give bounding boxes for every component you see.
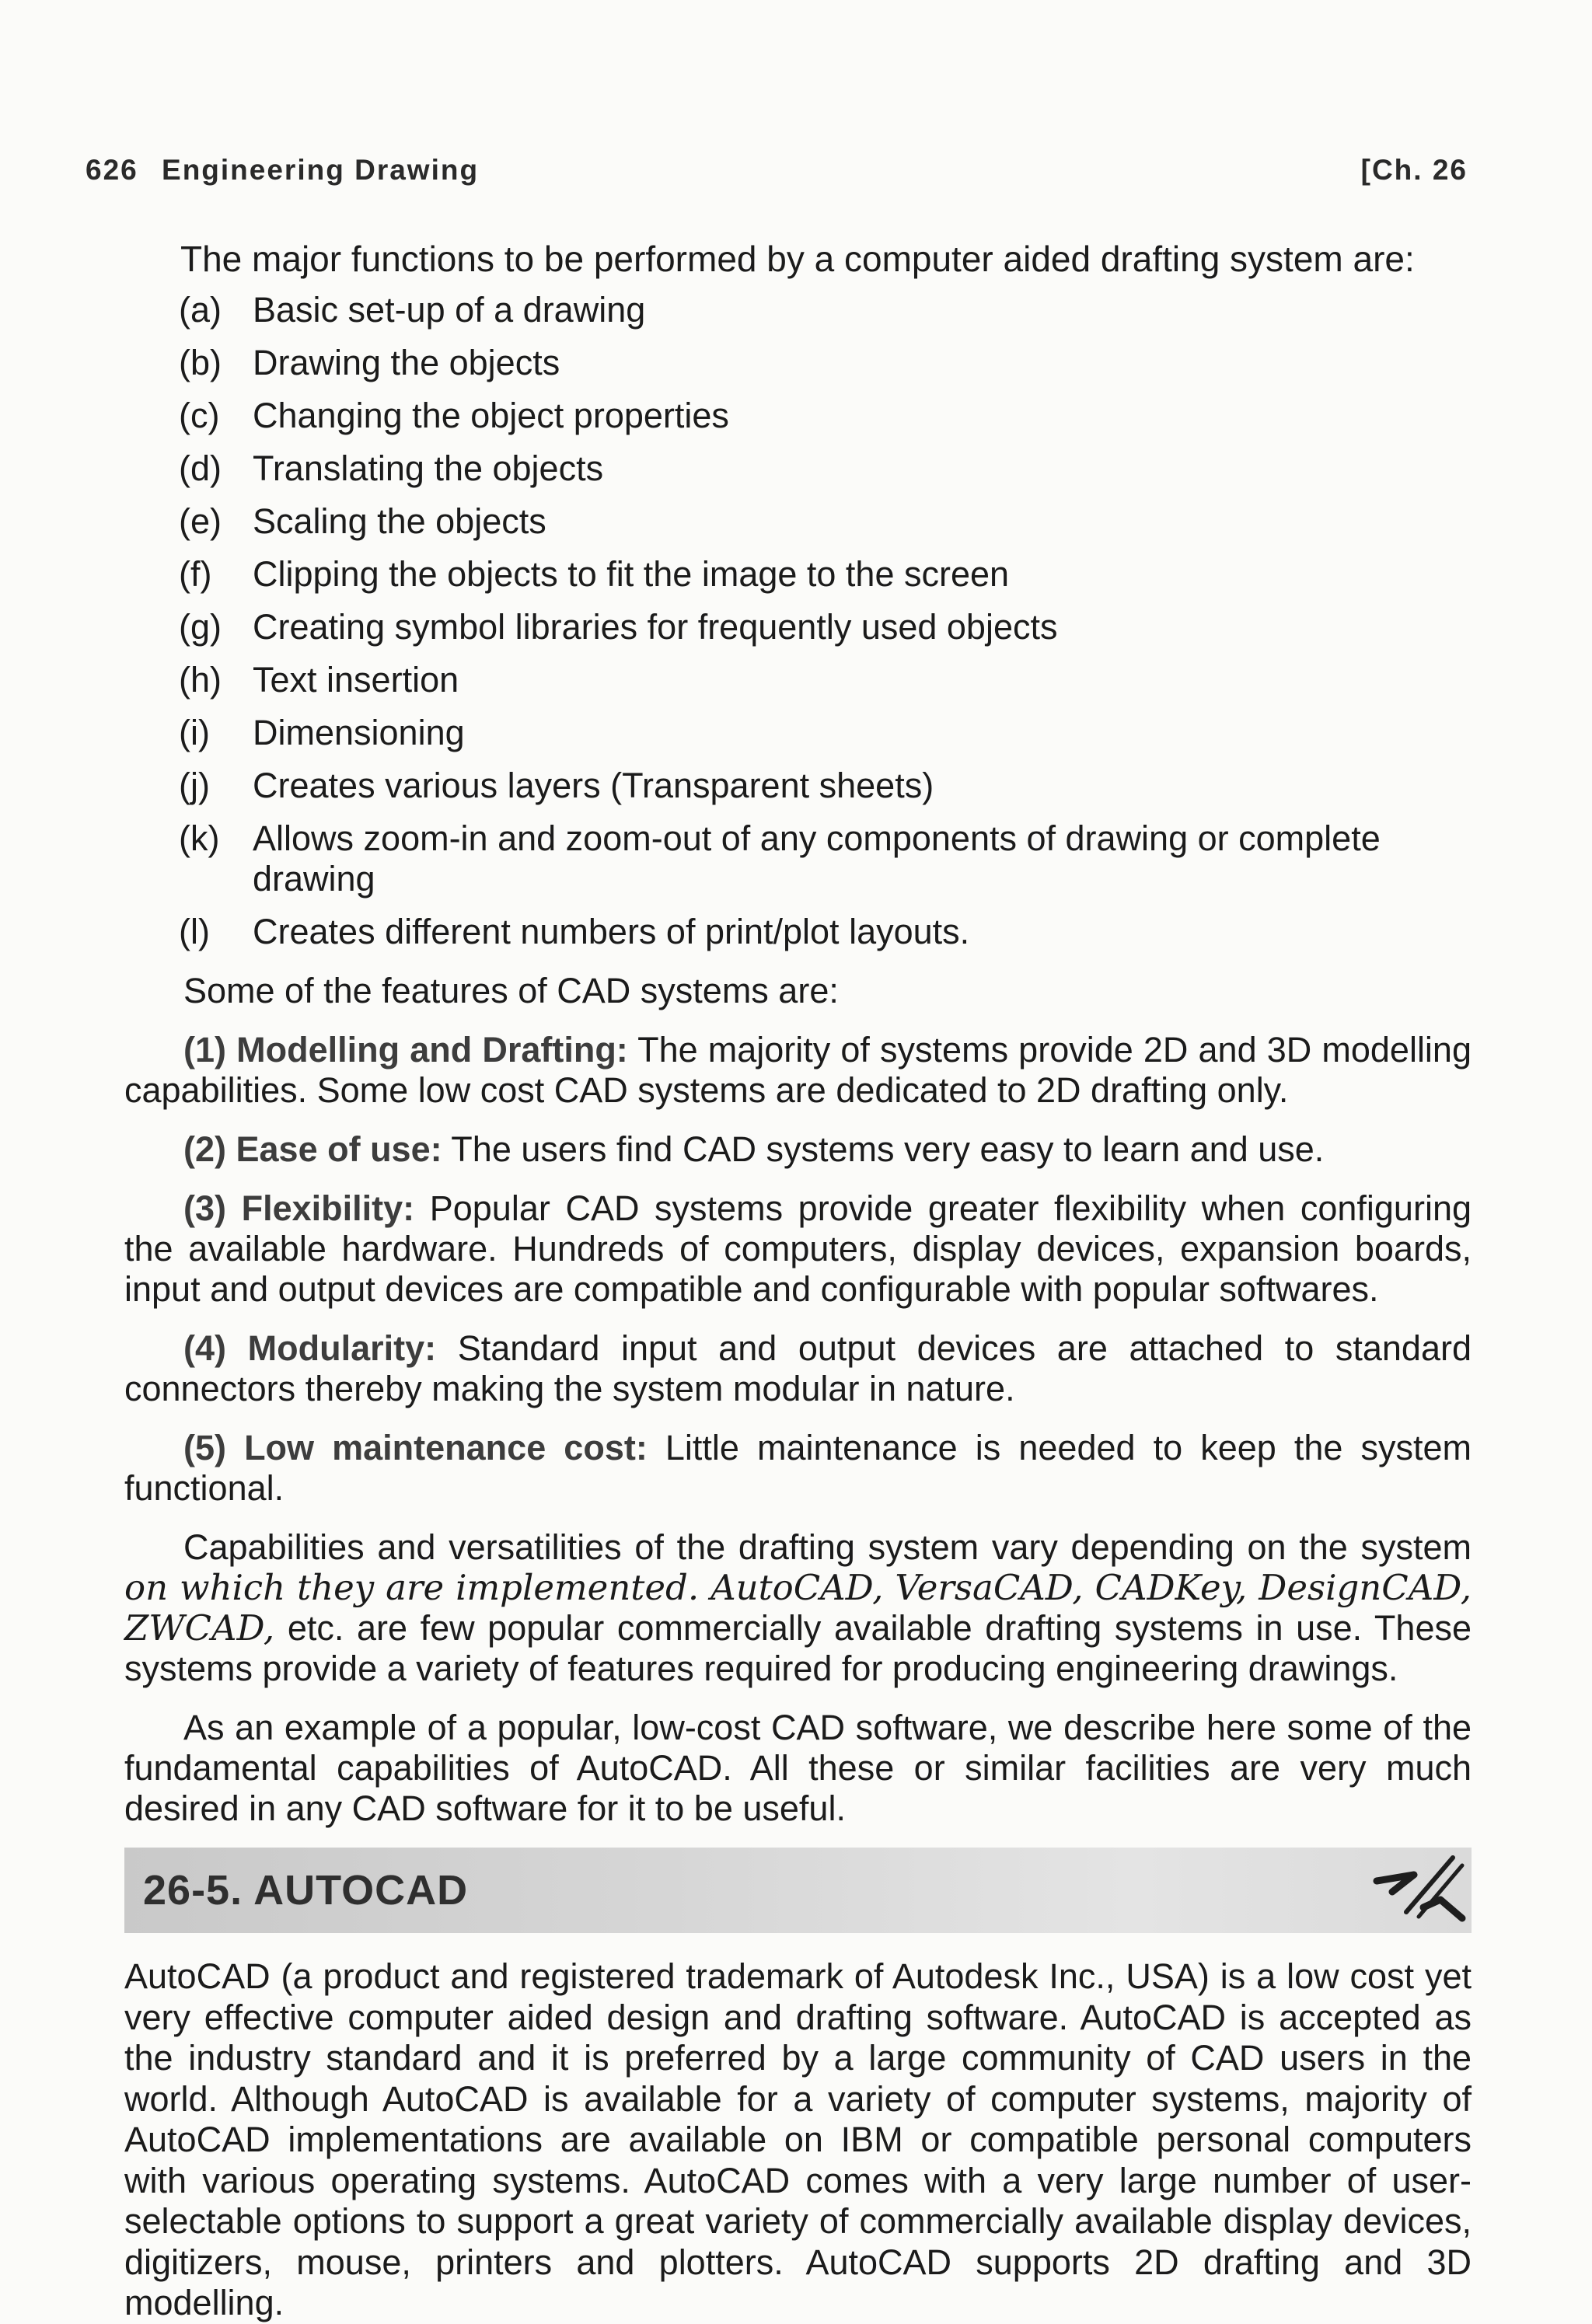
list-item-text: Creates different numbers of print/plot layouts.	[253, 912, 970, 951]
feature-text: The users find CAD systems very easy to learn and use.	[442, 1129, 1325, 1169]
list-item-text: Drawing the objects	[253, 343, 560, 382]
running-head-left	[86, 154, 479, 187]
feature-paragraph	[124, 1030, 1472, 1111]
feature-text: Popular CAD systems provide greater flexibility when configuring the available hardware. Hundreds of computers, display devices, expansion boards, input and output devices are compatible and configurable with popular softwares.	[124, 1188, 1472, 1309]
capabilities-paragraph	[124, 1527, 1472, 1689]
list-item-label: (l)	[179, 912, 210, 951]
list-item	[124, 290, 1472, 330]
section-title: 26-5. AUTOCAD	[143, 1867, 469, 1914]
list-item	[124, 766, 1472, 806]
list-item-label: (k)	[179, 818, 220, 858]
list-item-label: (h)	[179, 660, 222, 700]
list-item	[124, 713, 1472, 753]
functions-list	[124, 290, 1472, 952]
list-item-label: (d)	[179, 448, 222, 488]
feature-text: Standard input and output devices are attached to standard connectors thereby making the system modular in nature.	[124, 1328, 1472, 1408]
example-paragraph: As an example of a popular, low-cost CAD software, we describe here some of the fundamental capabilities of AutoCAD. All these or similar facilities are very much desired in any CAD software for it to be useful.	[124, 1708, 1472, 1828]
feature-title: (4) Modularity:	[183, 1328, 437, 1368]
feature-text: Little maintenance is needed to keep the system functional.	[124, 1428, 1472, 1508]
feature-paragraph	[124, 1328, 1472, 1409]
book-title: Engineering Drawing	[162, 154, 480, 186]
list-item-text: Text insertion	[253, 660, 459, 700]
feature-title: (5) Low maintenance cost:	[183, 1428, 648, 1467]
list-item-text: Creates various layers (Transparent sheets)	[253, 766, 934, 805]
list-item-text: Changing the object properties	[253, 396, 729, 435]
autocad-paragraph: AutoCAD (a product and registered trademark of Autodesk Inc., USA) is a low cost yet very effective computer aided design and drafting software. AutoCAD is accepted as the industry standard and it is preferred by a large community of CAD users in the world. Although AutoCAD is available for a variety of computer systems, majority of AutoCAD implementations are available on IBM or compatible personal computers with various operating systems. AutoCAD comes with a very large number of user-selectable options to support a great variety of commercially available display devices, digitizers, mouse, printers and plotters. AutoCAD supports 2D drafting and 3D modelling.	[124, 1956, 1472, 2322]
list-item-text: Dimensioning	[253, 713, 465, 752]
list-item-text: Creating symbol libraries for frequently used objects	[253, 607, 1058, 647]
list-item	[124, 501, 1472, 542]
page-number: 626	[86, 154, 138, 186]
feature-title: (1) Modelling and Drafting:	[183, 1030, 628, 1070]
list-item-label: (b)	[179, 343, 222, 382]
list-item	[124, 660, 1472, 700]
list-item-text: Clipping the objects to fit the image to the screen	[253, 554, 1010, 594]
list-item-label: (f)	[179, 554, 212, 594]
capabilities-italic-text: on which they are implemented. AutoCAD, VersaCAD, CADKey, DesignCAD, ZWCAD,	[124, 1567, 1472, 1649]
section-heading-bar	[124, 1848, 1472, 1933]
list-item-text: Scaling the objects	[253, 501, 546, 541]
capabilities-text-start: Capabilities and versatilities of the drafting system vary depending on the system	[183, 1527, 1472, 1567]
list-item-text: Basic set-up of a drawing	[253, 290, 646, 330]
list-item-label: (e)	[179, 501, 222, 541]
drafting-logo-icon	[1360, 1851, 1468, 1929]
feature-text: The majority of systems provide 2D and 3D modelling capabilities. Some low cost CAD systems are dedicated to 2D drafting only.	[124, 1030, 1472, 1110]
list-item-label: (c)	[179, 396, 220, 435]
running-head	[86, 154, 1468, 187]
list-item	[124, 912, 1472, 952]
list-item	[124, 554, 1472, 595]
list-item-text: Allows zoom-in and zoom-out of any components of drawing or complete drawing	[253, 818, 1381, 899]
feature-paragraph	[124, 1129, 1472, 1170]
list-item-text: Translating the objects	[253, 448, 604, 488]
functions-intro: The major functions to be performed by a computer aided drafting system are:	[180, 239, 1415, 279]
list-item	[124, 448, 1472, 489]
chapter-label: [Ch. 26	[1360, 154, 1468, 186]
list-item-label: (j)	[179, 766, 210, 805]
list-item	[124, 343, 1472, 383]
list-item	[124, 607, 1472, 647]
feature-paragraph	[124, 1188, 1472, 1310]
features-intro: Some of the features of CAD systems are:	[183, 971, 839, 1010]
page-content	[124, 237, 1472, 2324]
list-item-label: (a)	[179, 290, 222, 330]
list-item-label: (i)	[179, 713, 210, 752]
list-item-label: (g)	[179, 607, 222, 647]
list-item	[124, 396, 1472, 436]
feature-paragraph	[124, 1428, 1472, 1509]
feature-title: (2) Ease of use:	[183, 1129, 442, 1169]
capabilities-text-end: etc. are few popular commercially available drafting systems in use. These systems provide a variety of features required for producing engineering drawings.	[124, 1608, 1472, 1688]
list-item	[124, 818, 1472, 899]
feature-title: (3) Flexibility:	[183, 1188, 415, 1228]
